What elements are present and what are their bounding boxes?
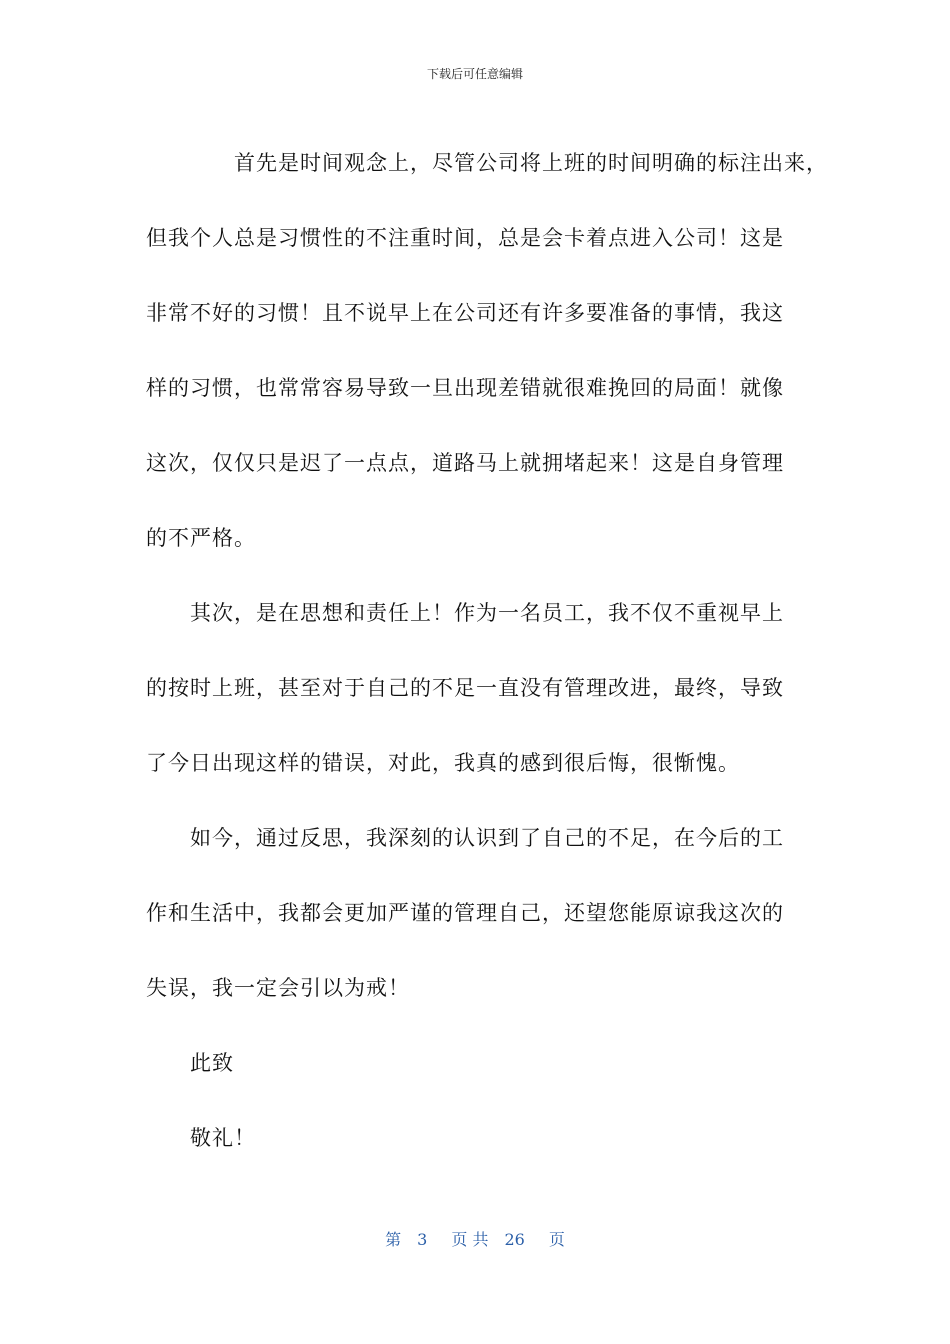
- current-page-number: 3: [417, 1230, 428, 1249]
- paragraph-line: 这次，仅仅只是迟了一点点，道路马上就拥堵起来！这是自身管理: [146, 451, 784, 475]
- page-label-prefix: 第: [385, 1230, 402, 1249]
- paragraph-1: [146, 126, 828, 576]
- paragraph-3: [146, 801, 792, 1026]
- paragraph-line: 的不严格。: [146, 526, 256, 550]
- page-label-suffix: 页: [548, 1230, 565, 1249]
- closing-line: 敬礼！: [190, 1126, 256, 1150]
- paragraph-line: 首先是时间观念上，尽管公司将上班的时间明确的标注出来，: [234, 151, 828, 175]
- page-header-note: 下载后可任意编辑: [426, 67, 523, 81]
- paragraph-line: 非常不好的习惯！且不说早上在公司还有许多要准备的事情，我这: [146, 301, 784, 325]
- total-pages-number: 26: [504, 1230, 525, 1249]
- paragraph-line: 但我个人总是习惯性的不注重时间，总是会卡着点进入公司！这是: [146, 226, 784, 250]
- paragraph-line: 如今，通过反思，我深刻的认识到了自己的不足，在今后的工: [190, 826, 784, 850]
- page-label-mid: 页 共: [451, 1230, 489, 1249]
- paragraph-line: 作和生活中，我都会更加严谨的管理自己，还望您能原谅我这次的: [146, 901, 784, 925]
- closing-line: 此致: [190, 1051, 234, 1075]
- closing-regards: [146, 1101, 792, 1176]
- paragraph-line: 的按时上班，甚至对于自己的不足一直没有管理改进，最终，导致: [146, 676, 784, 700]
- page-number-footer: [0, 1230, 950, 1250]
- paragraph-line: 失误，我一定会引以为戒！: [146, 976, 410, 1000]
- paragraph-line: 了今日出现这样的错误，对此，我真的感到很后悔，很惭愧。: [146, 751, 740, 775]
- paragraph-line: 其次，是在思想和责任上！作为一名员工，我不仅不重视早上: [190, 601, 784, 625]
- document-body: [146, 126, 828, 1176]
- paragraph-line: 样的习惯，也常常容易导致一旦出现差错就很难挽回的局面！就像: [146, 376, 784, 400]
- closing-salutation: [146, 1026, 792, 1101]
- paragraph-2: [146, 576, 792, 801]
